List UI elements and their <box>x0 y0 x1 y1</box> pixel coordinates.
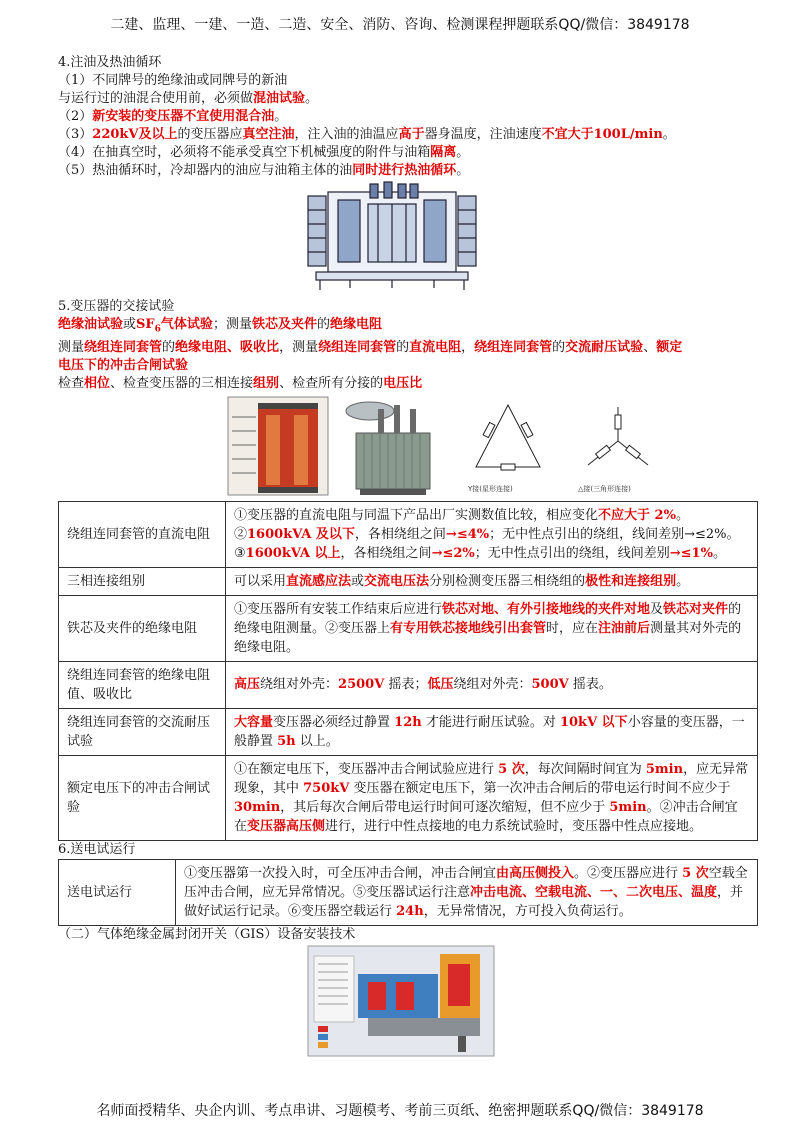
table-row <box>59 755 758 840</box>
coil-cutaway-image <box>228 397 328 495</box>
star-caption: Y接(星形连接) <box>468 484 513 493</box>
table-row <box>59 567 758 595</box>
transformer-section-figure <box>58 180 758 298</box>
s4-line-5: （4）在抽真空时，必须将不能承受真空下机械强度的附件与油箱隔离。 <box>58 145 470 160</box>
table-row <box>59 708 758 755</box>
row-label: 绕组连同套管的直流电阻 <box>59 501 226 567</box>
s4-line-2: 与运行过的油混合使用前，必须做混油试验。 <box>58 91 319 106</box>
row-content: 大容量变压器必须经过静置 12h 才能进行耐压试验。对 10kV 以下小容量的变压器，一般静置 5h 以上。 <box>226 708 758 755</box>
delta-caption: △接(三角形连接) <box>578 484 631 493</box>
page-footer: 名师面授精华、央企内训、考点串讲、习题模考、考前三页纸、绝密押题联系QQ/微信：3849178 <box>96 1103 704 1119</box>
table-row <box>59 661 758 708</box>
table-row <box>59 501 758 567</box>
row-content: ①变压器第一次投入时，可全压冲击合闸，冲击合闸宜由高压侧投入。②变压器应进行 5 次空载全压冲击合闸，应无异常情况。⑤变压器试运行注意冲击电流、空载电流、一、二次电压、温度，并做好试运行记录。⑥变压器空载运行 24h，无异常情况，方可投入负荷运行。 <box>176 859 758 925</box>
transformer-test-figure <box>58 393 758 501</box>
page-header: 二建、监理、一建、一造、二造、安全、消防、咨询、检测课程押题联系QQ/微信：3849178 <box>110 17 690 33</box>
s4-line-1: （1）不同牌号的绝缘油或同牌号的新油 <box>58 73 288 88</box>
row-content: ①在额定电压下，变压器冲击合闸试验应进行 5 次，每次间隔时间宜为 5min，应无异常现象，其中 750kV 变压器在额定电压下，第一次冲击合闸后的带电运行时间不应少于 30min，其后每次合闸后带电运行时间可逐次缩短，但不应少于 5min。②冲击合闸宜在变压器高压侧进行，进行中性点接地的电力系统试验时，变压器中性点应接地。 <box>226 755 758 840</box>
s5-line-2: 测量绕组连同套管的绝缘电阻、吸收比，测量绕组连同套管的直流电阻，绕组连同套管的交流耐压试验、额定 电压下的冲击合闸试验 <box>58 339 683 373</box>
handover-test-table <box>58 501 758 841</box>
gis-section-title: （二）气体绝缘金属封闭开关（GIS）设备安装技术 <box>58 926 356 942</box>
oil-transformer-image <box>346 402 430 495</box>
delta-connection-diagram <box>578 407 648 493</box>
row-content: 高压绕组对外壳：2500V 摇表；低压绕组对外壳：500V 摇表。 <box>226 661 758 708</box>
gis-equipment-figure <box>58 944 758 1058</box>
s4-line-3: （2）新安装的变压器不宜使用混合油。 <box>58 109 288 124</box>
section-6-title: 6.送电试运行 <box>58 841 136 857</box>
row-content: ①变压器的直流电阻与同温下产品出厂实测数值比较，相应变化不应大于 2%。②1600kVA 及以下，各相绕组之间→≤4%；无中性点引出的绕组，线间差别→≤2%。 ③1600kVA 以上，各相绕组之间→≤2%；无中性点引出的绕组，线间差别→≤1%。 <box>226 501 758 567</box>
row-label: 额定电压下的冲击合闸试验 <box>59 755 226 840</box>
s5-line-3: 检查相位、检查变压器的三相连接组别、检查所有分接的电压比 <box>58 375 423 391</box>
row-label: 铁芯及夹件的绝缘电阻 <box>59 595 226 661</box>
row-label: 绕组连同套管的交流耐压试验 <box>59 708 226 755</box>
row-content: ①变压器所有安装工作结束后应进行铁芯对地、有外引接地线的夹件对地及铁芯对夹件的绝缘电阻测量。②变压器上有专用铁芯接地线引出套管时，应在注油前后测量其对外壳的绝缘电阻。 <box>226 595 758 661</box>
row-label: 三相连接组别 <box>59 567 226 595</box>
star-connection-diagram <box>467 405 540 493</box>
section-4-title: 4.注油及热油循环 <box>58 55 162 70</box>
row-content: 可以采用直流感应法或交流电压法分别检测变压器三相绕组的极性和连接组别。 <box>226 567 758 595</box>
row-label: 送电试运行 <box>59 859 176 925</box>
section-5-title: 5.变压器的交接试验 <box>58 299 175 314</box>
trial-run-table <box>58 859 758 926</box>
s4-line-6: （5）热油循环时，冷却器内的油应与油箱主体的油同时进行热油循环。 <box>58 163 470 178</box>
table-row <box>59 595 758 661</box>
table-row <box>59 859 758 925</box>
s4-line-4: （3）220kV及以上的变压器应真空注油，注入油的油温应高于器身温度，注油速度不宜大于100L/min。 <box>58 127 676 142</box>
page-content <box>58 54 758 1058</box>
s5-line-1: 绝缘油试验或$SF_6$气体试验；测量铁芯及夹件的绝缘电阻 <box>58 317 382 335</box>
row-label: 绕组连同套管的绝缘电阻值、吸收比 <box>59 661 226 708</box>
